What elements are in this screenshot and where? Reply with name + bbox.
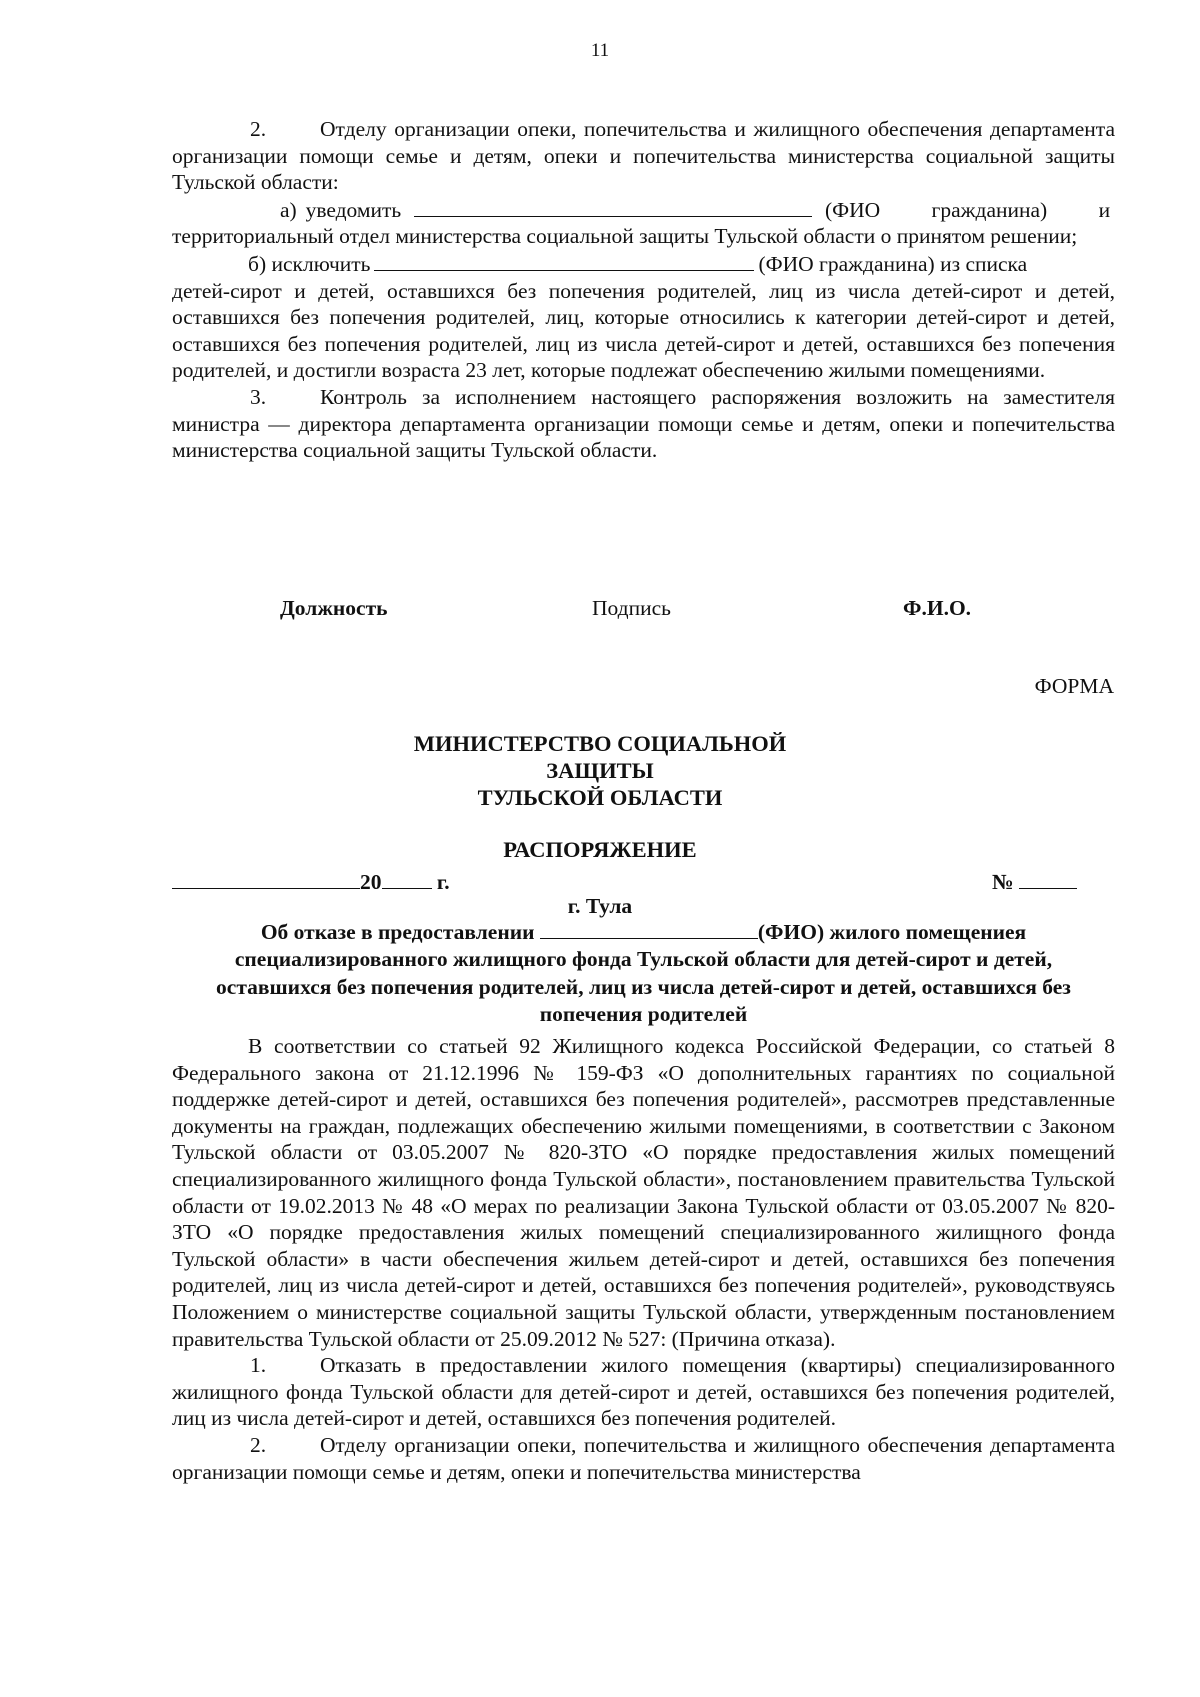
number-blank-line [1019,868,1077,889]
paragraph-2a [280,196,1115,224]
paragraph-2-text: Отделу организации опеки, попечительства и жилищного обеспечения департамента организации помощи семье и детям, опеки и попечительства министерства социальной защиты Тульской области: [172,117,1115,195]
paragraph-2b-rest: детей-сирот и детей, оставшихся без попечения родителей, лиц из числа детей-сирот и детей, оставшихся без попечения родителей, лиц, которые относились к категории детей-сирот и детей, оставшихся без попечения родителей, лиц из числа детей-сирот и детей, оставшихся без попечения родителей, и достигли возраста 23 лет, которые подлежат обеспечению жилыми помещениями. [172,278,1115,383]
order-body [172,1033,1115,1485]
paragraph-2a-rest: территориальный отдел министерства социальной защиты Тульской области о принятом решении; [172,224,1078,249]
top-section [172,116,1115,464]
fio-blank-line-2 [374,250,754,271]
paragraph-3-text: Контроль за исполнением настоящего распоряжения возложить на заместителя министра — директора департамента организации помощи семье и детям, опеки и попечительства министерства социальной защиты Тульской области. [172,384,1115,463]
order-subject-prefix: Об отказе в предоставлении [260,920,535,944]
paragraph-3 [172,384,1115,464]
order-subject-first-line [172,918,1115,946]
order-subject-rest: специализированного жилищного фонда Тульской области для детей-сирот и детей, оставшихся без попечения родителей, лиц из числа детей-сирот и детей, оставшихся без попечения родителей [216,947,1071,1026]
fio-blank-line [414,196,812,217]
date-blank-line [172,868,360,889]
date-year-prefix: 20 [360,870,382,894]
body-item-1 [172,1352,1115,1432]
date-field [172,868,450,895]
form-label: ФОРМА [1034,674,1114,698]
order-title: РАСПОРЯЖЕНИЕ [503,837,697,862]
ministry-line-2: ЗАЩИТЫ [546,758,654,783]
body-item-2-number: 2. [250,1432,267,1457]
date-year-suffix: г. [436,870,450,894]
paragraph-2a-fio-text: (ФИО гражданина) и [824,197,1111,222]
signature-position: Должность [280,596,388,620]
order-number-label: № [992,870,1014,894]
paragraph-3-number: 3. [250,384,267,409]
date-row [172,868,1115,896]
page-number: 11 [590,40,610,61]
paragraph-2b-fio: (ФИО гражданина) из списка [758,251,1028,276]
paragraph-2b [248,250,1115,278]
ministry-line-1: МИНИСТЕРСТВО СОЦИАЛЬНОЙ [413,731,787,756]
paragraph-2-number: 2. [250,117,267,141]
body-item-2-text: Отделу организации опеки, попечительства и жилищного обеспечения департамента организации помощи семье и детям, опеки и попечительства министерства [172,1432,1115,1484]
city: г. Тула [567,894,633,918]
order-number-field [992,868,1077,895]
subject-fio-blank-line [540,918,758,939]
body-intro: В соответствии со статьей 92 Жилищного кодекса Российской Федерации, со статьей 8 Федерального закона от 21.12.1996 № 159-ФЗ «О дополнительных гарантиях по социальной поддержке детей-сирот и детей, оставшихся без попечения родителей», рассмотрев представленные документы на граждан, подлежащих обеспечению жилыми помещениями, в соответствии с Законом Тульской области от 03.05.2007 № 820-ЗТО «О порядке предоставления жилых помещений специализированного жилищного фонда Тульской области», постановлением правительства Тульской области от 19.02.2013 № 48 «О мерах по реализации Закона Тульской области от 03.05.2007 № 820-ЗТО «О порядке предоставления жилых помещений специализированного жилищного фонда Тульской области» в части обеспечения жильем детей-сирот и детей, оставшихся без попечения родителей, лиц из числа детей-сирот и детей, оставшихся без попечения родителей», руководствуясь Положением о министерстве социальной защиты Тульской области, утвержденным постановлением правительства Тульской области от 25.09.2012 № 527: (Причина отказа). [172,1034,1115,1351]
ministry-line-3: ТУЛЬСКОЙ ОБЛАСТИ [477,785,723,810]
paragraph-2a-verb: уведомить [305,197,402,222]
signature-sign: Подпись [592,596,671,620]
body-item-2 [172,1432,1115,1485]
paragraph-2a-fio [825,197,1115,224]
paragraph-2b-label: б) исключить [248,251,371,276]
paragraph-2 [172,116,1115,196]
body-item-1-text: Отказать в предоставлении жилого помещения (квартиры) специализированного жилищного фонда Тульской области для детей-сирот и детей, оставшихся без попечения родителей, лиц из числа детей-сирот и детей, оставшихся без попечения родителей. [172,1353,1115,1431]
body-item-1-number: 1. [250,1353,267,1378]
year-blank-line [382,868,432,889]
paragraph-2a-label: а) [280,197,297,222]
order-subject-suffix: (ФИО) жилого помещениея [757,920,1027,944]
signature-fio: Ф.И.О. [903,596,972,620]
order-subject [172,918,1115,1028]
